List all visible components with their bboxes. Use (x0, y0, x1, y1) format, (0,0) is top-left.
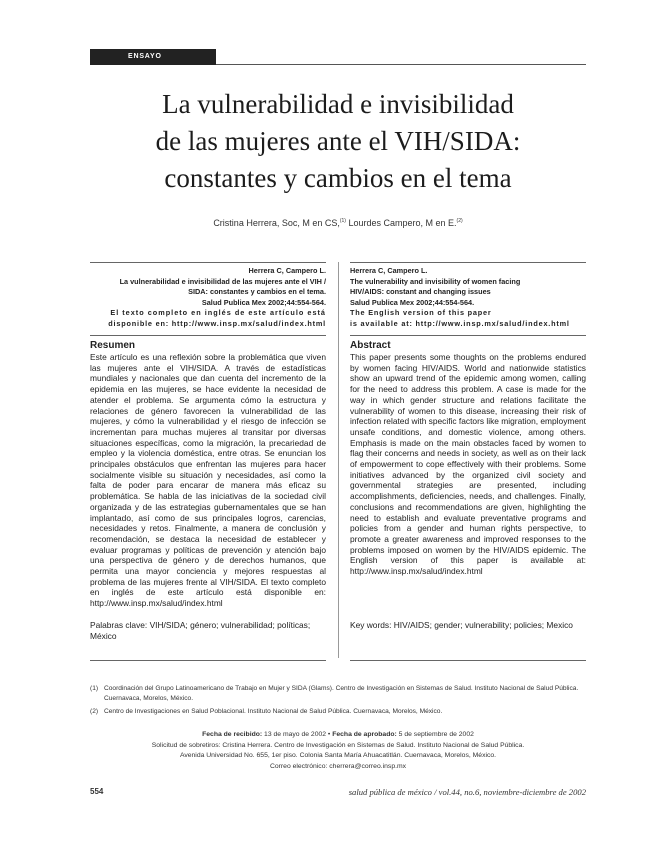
author-2-affiliation: (2) (456, 218, 463, 224)
page-footer (90, 787, 586, 796)
citation-line: The English version of this paper (350, 308, 492, 317)
citation-rule-en (350, 262, 586, 263)
citation-line: SIDA: constantes y cambios en el tema. (188, 287, 326, 296)
keywords-es: Palabras clave: VIH/SIDA; género; vulnerabilidad; políticas; México (90, 620, 311, 641)
correspondence-line: Solicitud de sobretiros: Cristina Herrera. Centro de Investigación en Sistemas de Salud. Instituto Nacional de Salud Pública. (151, 741, 525, 749)
citation-url[interactable]: disponible en: http://www.insp.mx/salud/index.html (108, 318, 326, 328)
citation-line: Salud Publica Mex 2002;44:554-564. (201, 297, 326, 307)
citation-rule-es (90, 262, 326, 263)
dates-line: Fecha de recibido: 13 de mayo de 2002 • Fecha de aprobado: 5 de septiembre de 2002 (202, 731, 474, 738)
author-line (90, 218, 586, 228)
citation-line: Salud Publica Mex 2002;44:554-564. (350, 297, 475, 307)
journal-reference: salud pública de méxico / vol.44, no.6, noviembre-diciembre de 2002 (348, 787, 586, 797)
section-label: ENSAYO (90, 49, 216, 65)
article-title (90, 86, 586, 197)
citation-line: HIV/AIDS: constant and changing issues (350, 287, 491, 296)
email-line[interactable]: Correo electrónico: cherrera@correo.insp.mx (269, 762, 407, 770)
citation-spanish (90, 266, 326, 329)
citation-english (350, 266, 586, 329)
keywords-rule-en (350, 660, 586, 661)
column-separator (338, 262, 339, 658)
affiliation-note-1: (1) Coordinación del Grupo Latinoamericano de Trabajo en Mujer y SIDA (Glams). Centro de Investigación en Sistemas de Salud. Instituto Nacional de Salud Pública. Cuernavaca, Morelos, México. (90, 685, 579, 702)
resumen-heading: Resumen (90, 340, 136, 351)
citation-url[interactable]: is available at: http://www.insp.mx/salud/index.html (350, 318, 570, 328)
citation-line: The vulnerability and invisibility of women facing (350, 276, 521, 286)
address-line: Avenida Universidad No. 655, 1er piso. Colonia Santa María Ahuacatitlán. Cuernavaca, Morelos, México. (179, 752, 497, 759)
abstract-text: This paper presents some thoughts on the problems endured by women facing HIV/AIDS. World and nationwide statistics show an upward trend of the epidemic among women, calling for the need to address this problem. A case is made for the way in which gender structure and relations facilitate the vulnerability of women to this disease, increasing their risk of infection related with specific factors like migration, employment unsafe conditions, and domestic violence, among others. Emphasis is made on the main obstacles faced by women to flag their concerns and needs in society, as well as on their lack of empowerment to cope effectively with their problems. Some initiatives advanced by the organized civil society and governmental strategies are presented, including accomplishments, deficiencies, needs, and challenges. Finally, conclusions and recommendations are given, highlighting the need to establish and evaluate preventative programs and policies from a gender and human rights perspective, to promote a greater awareness and improved responses to the problems imposed on women by the HIV/AIDS epidemic. The English version of this paper is available at: http://www.insp.mx/salud/index.html (350, 352, 586, 577)
title-line-1: La vulnerabilidad e invisibilidad (162, 89, 514, 119)
citation-line: La vulnerabilidad e invisibilidad de las mujeres ante el VIH / (119, 276, 326, 286)
title-line-2: de las mujeres ante el VIH/SIDA: (155, 126, 521, 156)
abstract-heading: Abstract (350, 340, 391, 351)
citation-line: Herrera C, Campero L. (350, 266, 428, 275)
resumen-text: Este artículo es una reflexión sobre la problemática que viven las mujeres ante el VIH/SIDA. A través de estadísticas mundiales y nacionales que dan cuenta del incremento de la epidemia en las mujeres, se hace evidente la necesidad de atender el problema. Se argumenta cómo la estructura y relaciones de género favorecen la vulnerabilidad de las mujeres, y cómo la vulnerabilidad y el riesgo de infección se incrementan para muchas mujeres al transitar por diversas situaciones específicas, como la migración, la precariedad de empleo y la violencia doméstica, entre otras. Se enuncian los principales obstáculos que enfrentan las mujeres para hacer socialmente visible su situación y necesidades, así como la falta de poder para encarar de manera más eficaz su problemática. Se habla de las iniciativas de la sociedad civil organizada y de las estrategias gubernamentales que se han implantado, así como de sus principales logros, carencias, necesidades y retos. Finalmente, a manera de conclusión y recomendación, se destaca la necesidad de establecer y evaluar programas y políticas de prevención y atención bajo una perspectiva de género y de derechos humanos, que permita una mayor conciencia y mejores respuestas al problema de las mujeres frente al VIH/SIDA. El texto completo en inglés de este artículo está disponible en: http://www.insp.mx/salud/index.html (90, 352, 326, 609)
citation-line: Herrera C, Campero L. (248, 266, 326, 275)
abstract-rule-en (350, 335, 586, 336)
author-1-affiliation: (1) (339, 218, 346, 224)
affiliation-note-2: (2) Centro de Investigaciones en Salud Poblacional. Instituto Nacional de Salud Pública. Cuernavaca, Morelos, México. (90, 708, 443, 715)
page-number: 554 (90, 787, 104, 796)
abstract-rule-es (90, 335, 326, 336)
affiliation-notes (90, 684, 586, 717)
header-rule (216, 64, 586, 65)
author-2: Lourdes Campero, M en E. (345, 218, 457, 228)
title-line-3: constantes y cambios en el tema (164, 163, 512, 193)
citation-line: El texto completo en inglés de este artículo está (110, 308, 326, 317)
keywords-rule-es (90, 660, 326, 661)
dates-and-correspondence (90, 730, 586, 772)
author-1: Cristina Herrera, Soc, M en CS, (213, 218, 340, 228)
keywords-en: Key words: HIV/AIDS; gender; vulnerability; policies; Mexico (350, 620, 573, 630)
